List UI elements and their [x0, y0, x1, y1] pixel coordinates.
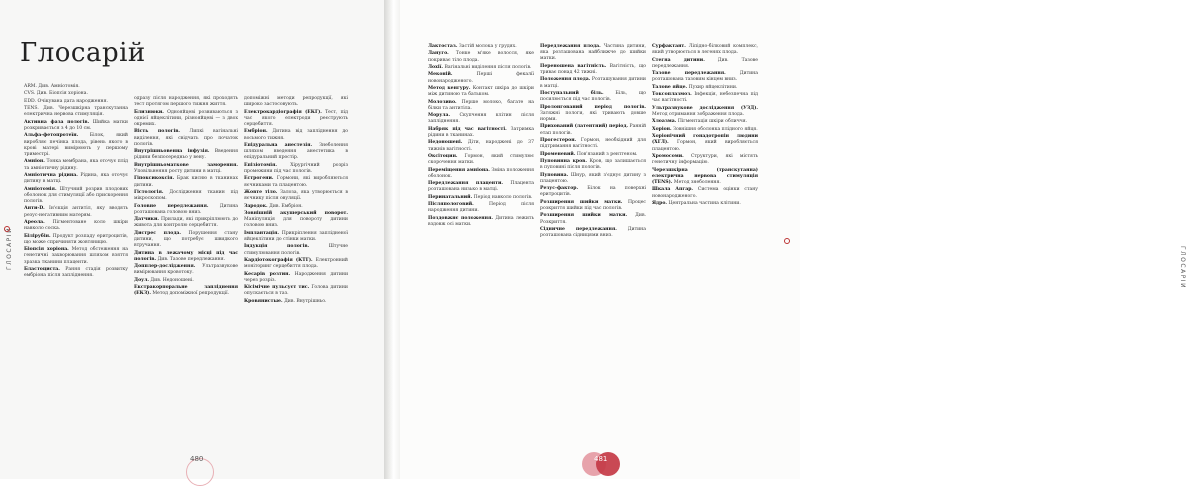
glossary-entry	[652, 71, 758, 83]
glossary-definition: Введення рідини безпосередньо у вену.	[134, 149, 238, 161]
glossary-entry	[428, 44, 534, 50]
glossary-definition: Тест, під час якого електроди реєструють серцебиття.	[244, 109, 348, 127]
glossary-entry	[244, 231, 348, 243]
glossary-term: Бластоциста.	[24, 266, 60, 272]
glossary-term: Оксітоцин.	[428, 153, 458, 159]
glossary-term: Зародок.	[244, 203, 268, 209]
page-number: 481	[594, 455, 608, 463]
glossary-term: Епізіотомія.	[244, 162, 277, 168]
glossary-entry	[428, 202, 534, 214]
glossary-entry	[652, 154, 758, 166]
glossary-definition: Метод отримання зображення плода.	[652, 111, 745, 117]
glossary-definition: Рання стадія розвитку ембріона після запліднення.	[24, 266, 128, 279]
glossary-entry	[244, 163, 348, 175]
glossary-entry	[540, 105, 646, 124]
glossary-entry	[428, 154, 534, 166]
glossary-entry	[652, 127, 758, 133]
glossary-term: Анти-D.	[24, 206, 45, 212]
glossary-term: Хоріон.	[652, 126, 672, 132]
glossary-term: Екстракорпоральне запліднення (ЕКЗ).	[134, 285, 238, 297]
glossary-entry	[652, 134, 758, 153]
glossary-entry	[24, 267, 128, 279]
glossary-term: Дитина в лежачому місці під час пологів.	[134, 250, 238, 262]
glossary-term: Шкала Апгар.	[652, 187, 693, 193]
glossary-definition: Хірургічний розріз промежини під час пологів.	[244, 162, 348, 174]
glossary-entry	[540, 44, 646, 63]
glossary-entry	[540, 152, 646, 158]
glossary-term: Набряк під час вагітності.	[428, 126, 507, 132]
glossary-column-3	[244, 96, 348, 462]
glossary-entry	[540, 173, 646, 185]
glossary-entry	[244, 176, 348, 188]
glossary-term: Білірубін.	[24, 233, 51, 239]
glossary-column-2	[134, 96, 238, 462]
glossary-term: Гіпоксикоксія.	[134, 176, 175, 182]
glossary-term: Кесарів розтин.	[244, 271, 291, 277]
glossary-entry	[134, 231, 238, 250]
glossary-term: Епідуральна анестезія.	[244, 142, 313, 148]
glossary-entry	[244, 258, 348, 270]
glossary-definition: Метод обстеження на генетичні захворювання шляхом взяття зразка тканини плаценти.	[24, 247, 128, 265]
glossary-definition: Білок на поверхні еритроцитів.	[540, 186, 646, 198]
glossary-definition: Перші фекалії новонародженого.	[428, 72, 534, 84]
glossary-definition: Див. Внутрішньо.	[284, 298, 327, 304]
glossary-entry	[652, 168, 758, 187]
glossary-entry	[134, 176, 238, 188]
glossary-term: Положення плода.	[540, 77, 591, 83]
glossary-entry	[134, 264, 238, 276]
glossary-entry	[652, 201, 758, 207]
glossary-entry	[540, 159, 646, 171]
glossary-term: Активна фаза пологів.	[24, 119, 90, 125]
glossary-term: Передлежання плода.	[540, 44, 601, 49]
glossary-entry	[24, 159, 128, 171]
glossary-term: Хлоазма.	[652, 119, 677, 125]
glossary-entry	[134, 149, 238, 161]
glossary-term: Амніотомія.	[24, 186, 57, 192]
glossary-entry	[428, 195, 534, 201]
glossary-term: Прихований (латентний) період.	[540, 124, 629, 130]
glossary-definition: Електронний моніторинг серцебиття плода.	[244, 257, 348, 270]
glossary-term: Поступальний біль.	[540, 90, 604, 96]
left-page	[0, 0, 384, 479]
glossary-entry	[134, 285, 238, 297]
glossary-entry	[428, 51, 534, 63]
glossary-definition: Див. Недоношені.	[150, 277, 194, 283]
glossary-term: Молозиво.	[428, 99, 457, 105]
glossary-entry	[244, 143, 348, 162]
glossary-term: Сурфактант.	[652, 44, 686, 49]
side-section-label: ГЛОСАРІЙ	[6, 226, 13, 270]
glossary-definition: Пігментоване коло шкіри навколо соска.	[24, 219, 128, 232]
glossary-entry	[244, 299, 348, 305]
glossary-definition: Штучне стимулювання пологів.	[244, 244, 348, 256]
glossary-term: Доул.	[134, 277, 149, 283]
glossary-term: Індукція пологів.	[244, 244, 310, 250]
glossary-definition: Гормони, які виробляються яєчниками та плацентою.	[244, 176, 348, 188]
glossary-definition: Метод допоміжної репродукції.	[152, 291, 230, 297]
glossary-definition: Липкі вагінальні виділення, які свідчать про початок пологів.	[134, 129, 238, 147]
glossary-term: Недоношені.	[428, 140, 463, 146]
glossary-column-1	[428, 44, 534, 464]
glossary-definition: Гормон, який виробляється плацентою.	[652, 140, 758, 152]
glossary-definition: одразу після народження, які проходять тест протягом першого тижня життя.	[134, 96, 238, 108]
glossary-definition: Скупчення клітин після запліднення.	[428, 113, 534, 125]
glossary-definition: Затяжні пологи, які тривають довше норми.	[540, 110, 646, 122]
glossary-definition: Дитина розташована головою вниз.	[134, 203, 238, 215]
glossary-term: Розширення шийки матки.	[540, 199, 623, 205]
glossary-entry	[24, 187, 128, 206]
glossary-term: Ареола.	[24, 219, 45, 225]
glossary-term: Післяпологовий.	[428, 202, 474, 208]
glossary-entry	[428, 65, 534, 71]
glossary-term: Прогестерон.	[540, 137, 577, 143]
glossary-definition: Дитина лежить вздовж осі матки.	[428, 215, 534, 227]
glossary-entry	[244, 96, 348, 108]
glossary-entry	[540, 227, 646, 239]
glossary-definition: Однояйцеві розвиваються з однієї яйцеклітини, різнояйцеві — з двох окремих.	[134, 109, 238, 127]
glossary-term: Ембріон.	[244, 129, 268, 135]
side-section-label: ГЛОСАРІЙ	[1179, 246, 1186, 290]
glossary-term: Електрокардіографія (ЕКГ).	[244, 109, 322, 115]
book-gutter	[384, 0, 400, 479]
glossary-term: Ультразвукове дослідження (УЗД).	[652, 105, 758, 111]
glossary-entry	[428, 216, 534, 228]
glossary-entry	[244, 190, 348, 202]
glossary-entry	[428, 100, 534, 112]
glossary-term: Естрогени.	[244, 176, 274, 182]
glossary-term: Датчики.	[134, 217, 160, 223]
glossary-definition: Маніпуляція для повороту дитини головою вниз.	[244, 217, 348, 229]
glossary-entry	[652, 85, 758, 91]
glossary-entry	[24, 133, 128, 158]
glossary-definition: Шийка матки розкривається з 4 до 10 см.	[24, 119, 128, 131]
glossary-term: Резус-фактор.	[540, 186, 579, 192]
glossary-term: Ланугo.	[428, 51, 449, 57]
glossary-definition: Гормон, необхідний для підтримання вагітності.	[540, 137, 646, 150]
glossary-definition: Дослідження тканин під мікроскопом.	[134, 189, 238, 202]
glossary-definition: Затримка рідини в тканинах.	[428, 126, 534, 138]
glossary-entry	[428, 127, 534, 139]
glossary-definition: Прикріплення заплідненої яйцеклітини до стінки матки.	[244, 230, 348, 242]
glossary-entry	[134, 278, 238, 284]
glossary-definition: Центральна частина клітини.	[668, 200, 741, 206]
glossary-entry	[428, 86, 534, 98]
glossary-definition: Пухир яйцеклітини.	[688, 84, 738, 90]
glossary-term: Талове яйце.	[652, 84, 688, 90]
glossary-entry	[24, 247, 128, 266]
glossary-entry	[540, 77, 646, 89]
glossary-definition: ARM. Див. Амніотомія.	[24, 84, 80, 89]
glossary-definition: Див. Тазове передлежання.	[652, 57, 758, 69]
glossary-definition: Дитина розташована тазовим кінцем вниз.	[652, 71, 758, 83]
glossary-column-2	[540, 44, 646, 464]
glossary-entry	[244, 285, 348, 297]
glossary-term: Черезшкірна (транскутанна) електрична нервова стимуляція (TENS).	[652, 167, 758, 185]
glossary-entry	[244, 244, 348, 256]
glossary-definition: Див. Розкриття.	[540, 213, 646, 225]
glossary-term: Імплантація.	[244, 230, 280, 236]
glossary-column-3	[652, 44, 758, 464]
glossary-definition: Див. Ембріон.	[269, 203, 303, 209]
glossary-term: Хромосоми.	[652, 153, 684, 159]
glossary-definition: Частина дитини, яка розташована найближче до шийки матки.	[540, 44, 646, 62]
glossary-entry	[428, 140, 534, 152]
glossary-definition: Система оцінки стану новонародженого.	[652, 187, 758, 199]
glossary-term: Розширення шийки матки.	[540, 213, 628, 219]
glossary-term: Лохії.	[428, 64, 443, 70]
glossary-definition: допоміжні методи репродукції, які широко застосовують.	[244, 96, 348, 108]
glossary-entry	[134, 110, 238, 129]
glossary-term: Гістологія.	[134, 189, 164, 195]
glossary-definition: Дитина розташована сідницями вниз.	[540, 226, 646, 239]
glossary-term: Лактостаз.	[428, 44, 458, 49]
glossary-entry	[244, 204, 348, 210]
glossary-term: Внутрішньовенна інфузія.	[134, 149, 210, 155]
glossary-entry	[24, 173, 128, 185]
glossary-column-1	[24, 84, 128, 462]
glossary-definition: Період навколо пологів.	[473, 194, 533, 200]
glossary-entry	[24, 120, 128, 132]
glossary-definition: Продукт розпаду еритроцитів, що може спричиняти жовтяницю.	[24, 233, 128, 245]
page-title: Глосарій	[20, 38, 146, 68]
glossary-term: Пуповинна кров.	[540, 158, 587, 164]
glossary-entry	[540, 91, 646, 103]
glossary-entry	[134, 96, 238, 108]
glossary-term: Сідничне передлежання.	[540, 226, 617, 232]
glossary-term: Морула.	[428, 113, 451, 119]
glossary-entry	[540, 213, 646, 225]
glossary-entry	[244, 110, 348, 129]
glossary-entry	[540, 64, 646, 76]
glossary-definition: Вагінальні виділення після пологів.	[444, 64, 532, 70]
glossary-definition: Інфекція, небезпечна під час вагітності.	[652, 92, 758, 104]
glossary-definition: Білок, який виробляє печінка плода, рівень якого в крові матері вимірюють у першому триместрі.	[24, 133, 128, 157]
glossary-definition: Пігментація шкіри обличчя.	[677, 119, 748, 125]
glossary-term: Вість пологів.	[134, 129, 180, 135]
glossary-definition: Розташування дитини в матці.	[540, 77, 646, 89]
glossary-definition: Порушення стану дитини, що потребує швидкого втручання.	[134, 230, 238, 249]
glossary-term: Головне передлежання.	[134, 203, 209, 209]
glossary-definition: Перше молоко, багате на білки та антитіла.	[428, 99, 534, 111]
glossary-entry	[134, 163, 238, 175]
glossary-entry	[540, 200, 646, 212]
glossary-term: Метод кенгуру.	[428, 85, 471, 91]
glossary-term: Пуповина.	[540, 172, 569, 178]
glossary-entry	[244, 272, 348, 284]
glossary-definition: Народження дитини через розріз.	[244, 271, 348, 283]
glossary-term: Кровянистые.	[244, 298, 283, 304]
glossary-entry	[134, 129, 238, 148]
glossary-term: Тазове передлежання.	[652, 71, 726, 77]
glossary-definition: Шнур, який з'єднує дитину з плацентою.	[540, 172, 646, 184]
glossary-entry	[24, 234, 128, 246]
glossary-entry	[540, 124, 646, 136]
glossary-definition: Діти, народжені до 37 тижнів вагітності.	[428, 140, 534, 152]
glossary-entry	[134, 190, 238, 202]
glossary-definition: Гормон, який стимулює скорочення матки.	[428, 153, 534, 166]
glossary-entry	[540, 186, 646, 198]
glossary-term: Допплер-дослідження.	[134, 264, 196, 270]
glossary-term: Поздовжнє положення.	[428, 215, 493, 221]
side-marker-icon	[4, 226, 10, 232]
glossary-entry	[652, 58, 758, 70]
glossary-definition: EDD. Очікувана дата народження.	[24, 98, 108, 104]
glossary-term: Внутрішньоматкове заморення.	[134, 162, 238, 168]
glossary-term: Біопсія хоріона.	[24, 247, 69, 253]
glossary-definition: Вагітність, що триває понад 42 тижні.	[540, 63, 646, 75]
glossary-definition: Ліпідно-білковий комплекс, який утворюється в легенях плода.	[652, 44, 758, 56]
glossary-definition: Уповільнення росту дитини в матці.	[134, 168, 222, 174]
glossary-definition: Біль, що посилюється під час пологів.	[540, 90, 646, 103]
page-number: 480	[190, 455, 204, 463]
glossary-entry	[540, 138, 646, 150]
glossary-entry	[24, 99, 128, 105]
glossary-entry	[244, 211, 348, 230]
glossary-term: Меконій.	[428, 72, 453, 78]
glossary-definition: Брак кисню в тканинах дитини.	[134, 176, 238, 188]
glossary-entry	[652, 187, 758, 199]
glossary-entry	[428, 72, 534, 84]
glossary-definition: Пов'язаний з рентгеном.	[576, 151, 638, 157]
glossary-entry	[24, 106, 128, 118]
glossary-term: Переміщення амніона.	[428, 167, 490, 173]
glossary-definition: Кров, що залишається в пуповині після пологів.	[540, 158, 646, 171]
glossary-term: Амніотична рідина.	[24, 172, 78, 178]
glossary-definition: Тонке м'яке волосся, яке покриває тіло плода.	[428, 51, 534, 63]
glossary-term: Променевий.	[540, 151, 576, 157]
glossary-entry	[428, 181, 534, 193]
glossary-term: Дистрес плода.	[134, 230, 181, 236]
glossary-entry	[24, 206, 128, 218]
glossary-entry	[428, 113, 534, 125]
glossary-entry	[244, 129, 348, 141]
glossary-term: Близнюки.	[134, 109, 164, 115]
glossary-definition: Ранній етап пологів.	[540, 124, 646, 136]
glossary-definition: Ін'єкція антитіл, яку вводять резус-негативним матерям.	[24, 206, 128, 218]
glossary-term: Жовте тіло.	[244, 189, 278, 195]
glossary-definition: Застій молока у грудях.	[458, 44, 517, 49]
glossary-entry	[24, 220, 128, 232]
glossary-term: Кісімічне пульсуєт тис.	[244, 285, 310, 291]
glossary-definition: Період після народження дитини.	[428, 202, 534, 214]
glossary-definition: Метод знеболення.	[673, 179, 721, 185]
glossary-entry	[134, 251, 238, 263]
glossary-entry	[652, 92, 758, 104]
glossary-definition: Ультразвукове вимірювання кровотоку.	[134, 264, 238, 276]
glossary-definition: Дитина від запліднення до восьмого тижня.	[244, 129, 348, 141]
glossary-definition: Зовнішня оболонка плідного яйця.	[673, 126, 758, 132]
glossary-entry	[134, 204, 238, 216]
side-marker-icon	[784, 238, 790, 244]
glossary-term: Передлежання плаценти.	[428, 181, 503, 187]
glossary-term: Амніон.	[24, 159, 45, 165]
glossary-entry	[652, 44, 758, 56]
glossary-term: Стегна дитини.	[652, 57, 705, 63]
glossary-definition: Голова дитини опускається в таз.	[244, 285, 348, 297]
glossary-definition: Процес розкриття шийки під час пологів.	[540, 199, 646, 211]
glossary-definition: Див. Тазове передлежання.	[157, 256, 226, 262]
glossary-term: Переношена вагітність.	[540, 63, 607, 69]
glossary-definition: Рідина, яка оточує дитину в матці.	[24, 172, 129, 185]
glossary-definition: TENS. Див. Черезшкірна транскутанна електрична нервова стимуляція.	[24, 106, 128, 118]
glossary-term: Хоріонічний гонадотропін людини (ХГЛ).	[652, 134, 758, 146]
glossary-entry	[24, 84, 128, 90]
glossary-term: Альфа-фетопротеїн.	[24, 133, 79, 139]
glossary-definition: Зміна положення оболонок.	[428, 167, 534, 179]
glossary-entry	[652, 119, 758, 125]
glossary-definition: Структури, які містять генетичну інформацію.	[652, 153, 758, 166]
glossary-term: Пролонгований період пологів.	[540, 104, 646, 110]
glossary-term: Перинатальний.	[428, 194, 473, 200]
glossary-definition: CVS. Див. Біопсія хоріона.	[24, 91, 88, 97]
glossary-definition: Знеболення шляхом введення анестетика в епідуральний простір.	[244, 142, 348, 161]
glossary-term: Токсоплазмоз.	[652, 92, 692, 98]
right-page	[400, 0, 1186, 479]
glossary-entry	[134, 217, 238, 229]
glossary-definition: Тонка мембрана, яка оточує плід та амніотичну рідину.	[24, 159, 128, 171]
glossary-entry	[652, 106, 758, 118]
glossary-definition: Прилади, які прикріплюють до живота для контролю серцебиття.	[134, 217, 238, 229]
glossary-entry	[24, 91, 128, 97]
glossary-term: Ядро.	[652, 200, 667, 206]
glossary-term: Кардіотокографія (КТГ).	[244, 257, 313, 263]
glossary-definition: Контакт шкіра до шкіри між дитиною та батьком.	[428, 85, 534, 98]
glossary-entry	[428, 168, 534, 180]
glossary-definition: Залоза, яка утворюється в яєчнику після овуляції.	[244, 189, 348, 202]
glossary-definition: Штучний розрив плодових оболонок для стимуляції або прискорення пологів.	[24, 186, 128, 204]
glossary-definition: Плацента розташована низько в матці.	[428, 181, 534, 193]
glossary-term: Зовнішній акушерський поворот.	[244, 210, 348, 216]
